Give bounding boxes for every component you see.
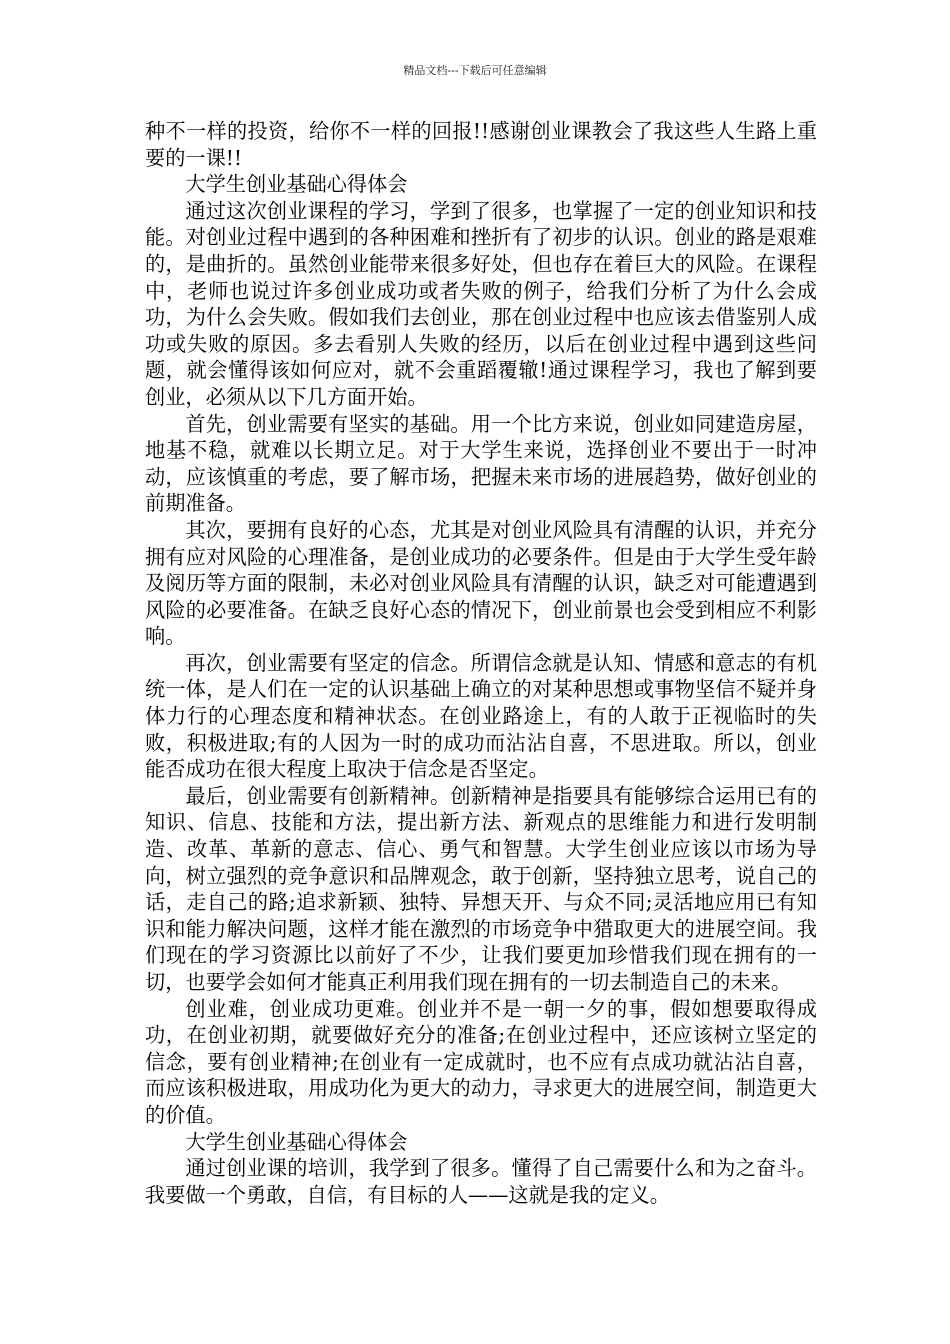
section-heading: 大学生创业基础心得体会	[185, 1129, 408, 1154]
paragraph-continuation: 种不一样的投资，给你不一样的回报!!感谢创业课教会了我这些人生路上重要的一课!!	[145, 119, 817, 170]
paragraph: 首先，创业需要有坚实的基础。用一个比方来说，创业如同建造房屋，地基不稳，就难以长期立足。对于大学生来说，选择创业不要出于一时冲动，应该慎重的考虑，要了解市场，把握未来市场的进展趋势，做好创业的前期准备。	[145, 411, 817, 516]
paragraph: 再次，创业需要有坚定的信念。所谓信念就是认知、情感和意志的有机统一体，是人们在一定的认识基础上确立的对某种思想或事物坚信不疑并身体力行的心理态度和精神状态。在创业路途上，有的人敢于正视临时的失败，积极进取;有的人因为一时的成功而沾沾自喜，不思进取。所以，创业能否成功在很大程度上取决于信念是否坚定。	[145, 650, 817, 782]
paragraph: 最后，创业需要有创新精神。创新精神是指要具有能够综合运用已有的知识、信息、技能和方法，提出新方法、新观点的思维能力和进行发明制造、改革、革新的意志、信心、勇气和智慧。大学生创业应该以市场为导向，树立强烈的竞争意识和品牌观念，敢于创新，坚持独立思考，说自己的话，走自己的路;追求新颖、独特、异想天开、与众不同;灵活地应用已有知识和能力解决问题，这样才能在激烈的市场竞争中猎取更大的进展空间。我们现在的学习资源比以前好了不少，让我们要更加珍惜我们现在拥有的一切，也要学会如何才能真正利用我们现在拥有的一切去制造自己的未来。	[145, 783, 817, 994]
paragraph: 通过这次创业课程的学习，学到了很多，也掌握了一定的创业知识和技能。对创业过程中遇到的各种困难和挫折有了初步的认识。创业的路是艰难的，是曲折的。虽然创业能带来很多好处，但也存在着巨大的风险。在课程中，老师也说过许多创业成功或者失败的例子，给我们分析了为什么会成功，为什么会失败。假如我们去创业，那在创业过程中也应该去借鉴别人成功或失败的原因。多去看别人失败的经历，以后在创业过程中遇到这些问题，就会懂得该如何应对，就不会重蹈覆辙!通过课程学习，我也了解到要创业，必须从以下几方面开始。	[145, 198, 817, 409]
section-heading: 大学生创业基础心得体会	[185, 172, 408, 197]
page-header: 精品文档---下载后可任意编辑	[403, 64, 547, 77]
paragraph: 创业难，创业成功更难。创业并不是一朝一夕的事，假如想要取得成功，在创业初期，就要做好充分的准备;在创业过程中，还应该树立坚定的信念，要有创业精神;在创业有一定成就时，也不应有点成功就沾沾自喜，而应该积极进取，用成功化为更大的动力，寻求更大的进展空间，制造更大的价值。	[145, 996, 817, 1127]
paragraph: 通过创业课的培训，我学到了很多。懂得了自己需要什么和为之奋斗。我要做一个勇敢，自信，有目标的人——这就是我的定义。	[145, 1156, 817, 1207]
document-body	[145, 118, 817, 1208]
paragraph: 其次，要拥有良好的心态，尤其是对创业风险具有清醒的认识，并充分拥有应对风险的心理准备，是创业成功的必要条件。但是由于大学生受年龄及阅历等方面的限制，未必对创业风险具有清醒的认识，缺乏对可能遭遇到风险的必要准备。在缺乏良好心态的情况下，创业前景也会受到相应不利影响。	[145, 517, 817, 649]
